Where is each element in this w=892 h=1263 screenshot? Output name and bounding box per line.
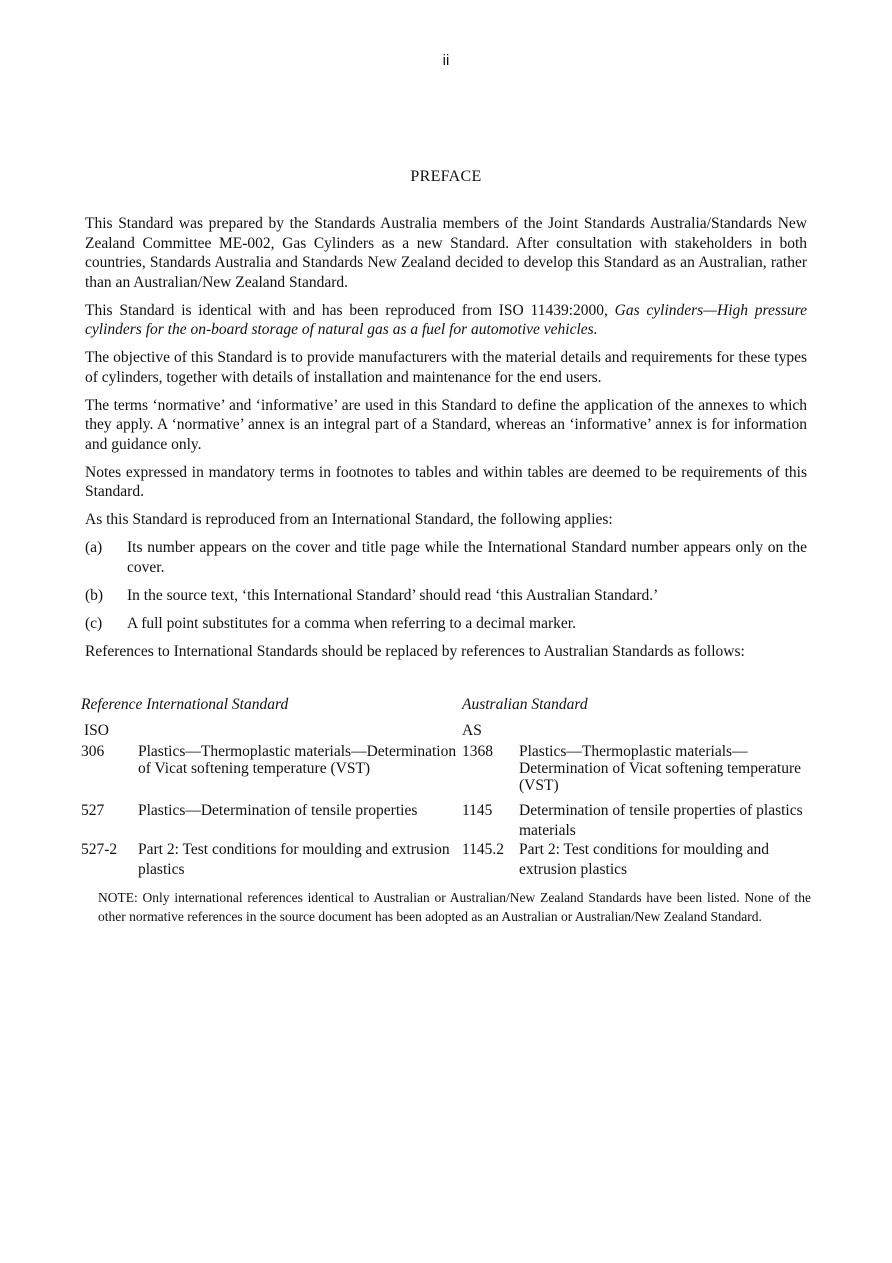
paragraph-normative: The terms ‘normative’ and ‘informative’ are used in this Standard to define the application of the annexes to which they apply. A ‘normative’ annex is an integral part of a Standard, whereas an ‘informative’ annex is for information and guidance only. xyxy=(85,396,807,453)
as-subheading: AS xyxy=(462,722,482,739)
as-code: 1145 xyxy=(462,802,493,819)
paragraph-committee: This Standard was prepared by the Standards Australia members of the Joint Standards Australia/Standards New Zealand Committee ME-002, Gas Cylinders as a new Standard. After consultation with stakeholders in both countries, Standards Australia and Standards New Zealand decided to develop this Standard as an Australian, rather than an Australian/New Zealand Standard. xyxy=(85,215,807,291)
as-title: Determination of tensile properties of plastics materials xyxy=(519,802,803,839)
table-row xyxy=(81,743,811,793)
paragraph-applies: As this Standard is reproduced from an International Standard, the following applies: xyxy=(85,511,613,528)
reference-table xyxy=(81,695,811,879)
list-item-label: (b) xyxy=(85,586,104,604)
list-item xyxy=(85,538,807,577)
iso-subheading: ISO xyxy=(84,722,109,739)
table-row xyxy=(81,840,811,879)
iso-title: Part 2: Test conditions for moulding and extrusion plastics xyxy=(138,841,450,878)
paragraph-iso-source xyxy=(85,301,807,340)
as-title: Part 2: Test conditions for moulding and extrusion plastics xyxy=(519,841,770,878)
list-item xyxy=(85,614,807,634)
iso-code: 527 xyxy=(81,802,105,819)
list-item-label: (c) xyxy=(85,614,103,632)
list-item-text: Its number appears on the cover and title page while the International Standard number appears only on the cover. xyxy=(127,539,807,576)
iso-standard-title: Gas cylinders—High pressure cylinders for the on-board storage of natural gas as a fuel for automotive vehicles. xyxy=(85,301,808,338)
list-item-label: (a) xyxy=(85,539,103,556)
paragraph-references: References to International Standards should be replaced by references to Australian Standards as follows: xyxy=(85,642,745,660)
paragraph-objective: The objective of this Standard is to provide manufacturers with the material details and requirements for these types of cylinders, together with details of installation and maintenance for the end users. xyxy=(85,349,807,386)
iso-code: 306 xyxy=(81,743,105,760)
iso-title: Plastics—Thermoplastic materials—Determination of Vicat softening temperature (VST) xyxy=(138,743,457,777)
reference-table-header xyxy=(81,695,811,717)
as-code: 1368 xyxy=(462,743,493,760)
australian-standard-heading: Australian Standard xyxy=(462,696,588,713)
as-code: 1145.2 xyxy=(462,841,505,858)
paragraph-iso-source-lead: This Standard is identical with and has been reproduced from ISO 11439:2000, xyxy=(85,301,615,319)
page-number: ii xyxy=(442,52,450,69)
preface-body xyxy=(85,214,807,670)
reference-table-subheader xyxy=(81,721,811,745)
iso-title: Plastics—Determination of tensile properties xyxy=(138,802,418,819)
list-item-text: A full point substitutes for a comma when referring to a decimal marker. xyxy=(127,614,576,632)
paragraph-notes: Notes expressed in mandatory terms in footnotes to tables and within tables are deemed to be requirements of this Standard. xyxy=(85,463,807,500)
as-title: Plastics—Thermoplastic materials—Determination of Vicat softening temperature (VST) xyxy=(519,743,801,794)
page-title: PREFACE xyxy=(410,168,482,185)
list-item-text: In the source text, ‘this International Standard’ should read ‘this Australian Standard.’ xyxy=(127,586,659,604)
table-row xyxy=(81,801,811,840)
list-item xyxy=(85,586,807,606)
reference-note: NOTE: Only international references identical to Australian or Australian/New Zealand Standards have been listed. None of the other normative references in the source document has been adopted as an Australian or Australian/New Zealand Standard. xyxy=(98,890,811,924)
iso-code: 527-2 xyxy=(81,841,118,858)
reference-international-heading: Reference International Standard xyxy=(81,696,289,713)
